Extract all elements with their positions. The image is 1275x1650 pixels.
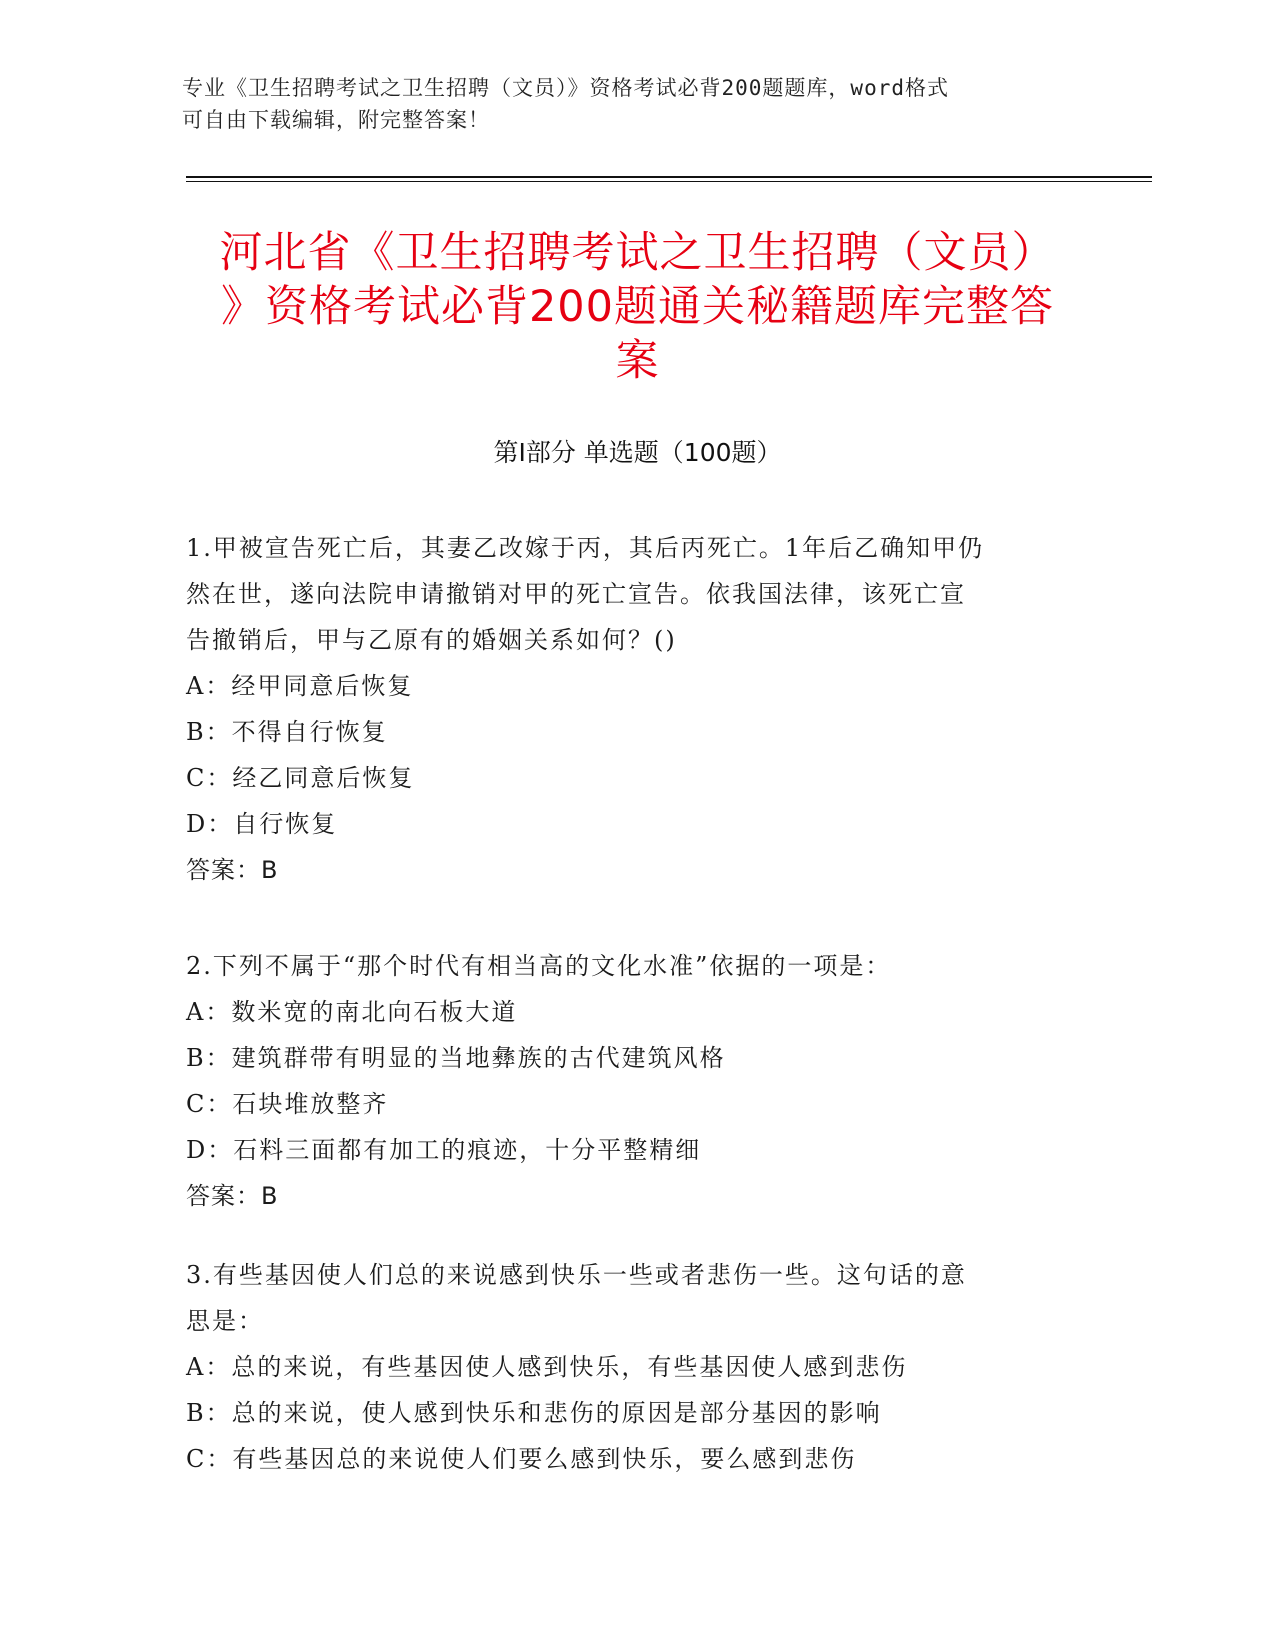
question-1 xyxy=(186,525,1086,893)
header-divider-thin xyxy=(186,181,1152,182)
title-line-3: 案 xyxy=(615,336,660,386)
option-a: A：经甲同意后恢复 xyxy=(186,672,414,700)
option-d: D：自行恢复 xyxy=(186,810,338,838)
question-stem-line: 告撤销后，甲与乙原有的婚姻关系如何？() xyxy=(186,626,677,654)
question-stem-line: 思是： xyxy=(186,1307,264,1335)
header-divider-thick xyxy=(186,176,1152,178)
option-d: D：石料三面都有加工的痕迹，十分平整精细 xyxy=(186,1136,702,1164)
option-b: B：不得自行恢复 xyxy=(186,718,388,746)
title-line-2: 》资格考试必背200题通关秘籍题库完整答 xyxy=(220,282,1055,332)
title-line-1: 河北省《卫生招聘考试之卫生招聘（文员） xyxy=(219,228,1056,278)
option-b: B：总的来说，使人感到快乐和悲伤的原因是部分基因的影响 xyxy=(186,1399,882,1427)
option-c: C：经乙同意后恢复 xyxy=(186,764,415,792)
question-stem-line: 1.甲被宣告死亡后，其妻乙改嫁于丙，其后丙死亡。1年后乙确知甲仍 xyxy=(186,534,985,562)
question-stem-line: 2.下列不属于“那个时代有相当高的文化水准”依据的一项是： xyxy=(186,952,892,980)
option-c: C：有些基因总的来说使人们要么感到快乐，要么感到悲伤 xyxy=(186,1445,857,1473)
question-2 xyxy=(186,943,1086,1219)
option-c: C：石块堆放整齐 xyxy=(186,1090,389,1118)
section-title: 第Ⅰ部分 单选题（100题） xyxy=(493,438,782,467)
answer: 答案：B xyxy=(186,856,279,884)
question-stem-line: 3.有些基因使人们总的来说感到快乐一些或者悲伤一些。这句话的意 xyxy=(186,1261,967,1289)
question-stem-line: 然在世，遂向法院申请撤销对甲的死亡宣告。依我国法律，该死亡宣 xyxy=(186,580,966,608)
header-line-1: 专业《卫生招聘考试之卫生招聘（文员）》资格考试必背200题题库，word格式 xyxy=(182,76,949,100)
option-a: A：数米宽的南北向石板大道 xyxy=(186,998,518,1026)
document-title xyxy=(160,226,1115,388)
question-3 xyxy=(186,1252,1086,1482)
option-b: B：建筑群带有明显的当地彝族的古代建筑风格 xyxy=(186,1044,726,1072)
header-line-2: 可自由下载编辑，附完整答案！ xyxy=(182,108,490,132)
document-header xyxy=(182,72,1062,136)
answer: 答案：B xyxy=(186,1182,279,1210)
option-a: A：总的来说，有些基因使人感到快乐，有些基因使人感到悲伤 xyxy=(186,1353,908,1381)
